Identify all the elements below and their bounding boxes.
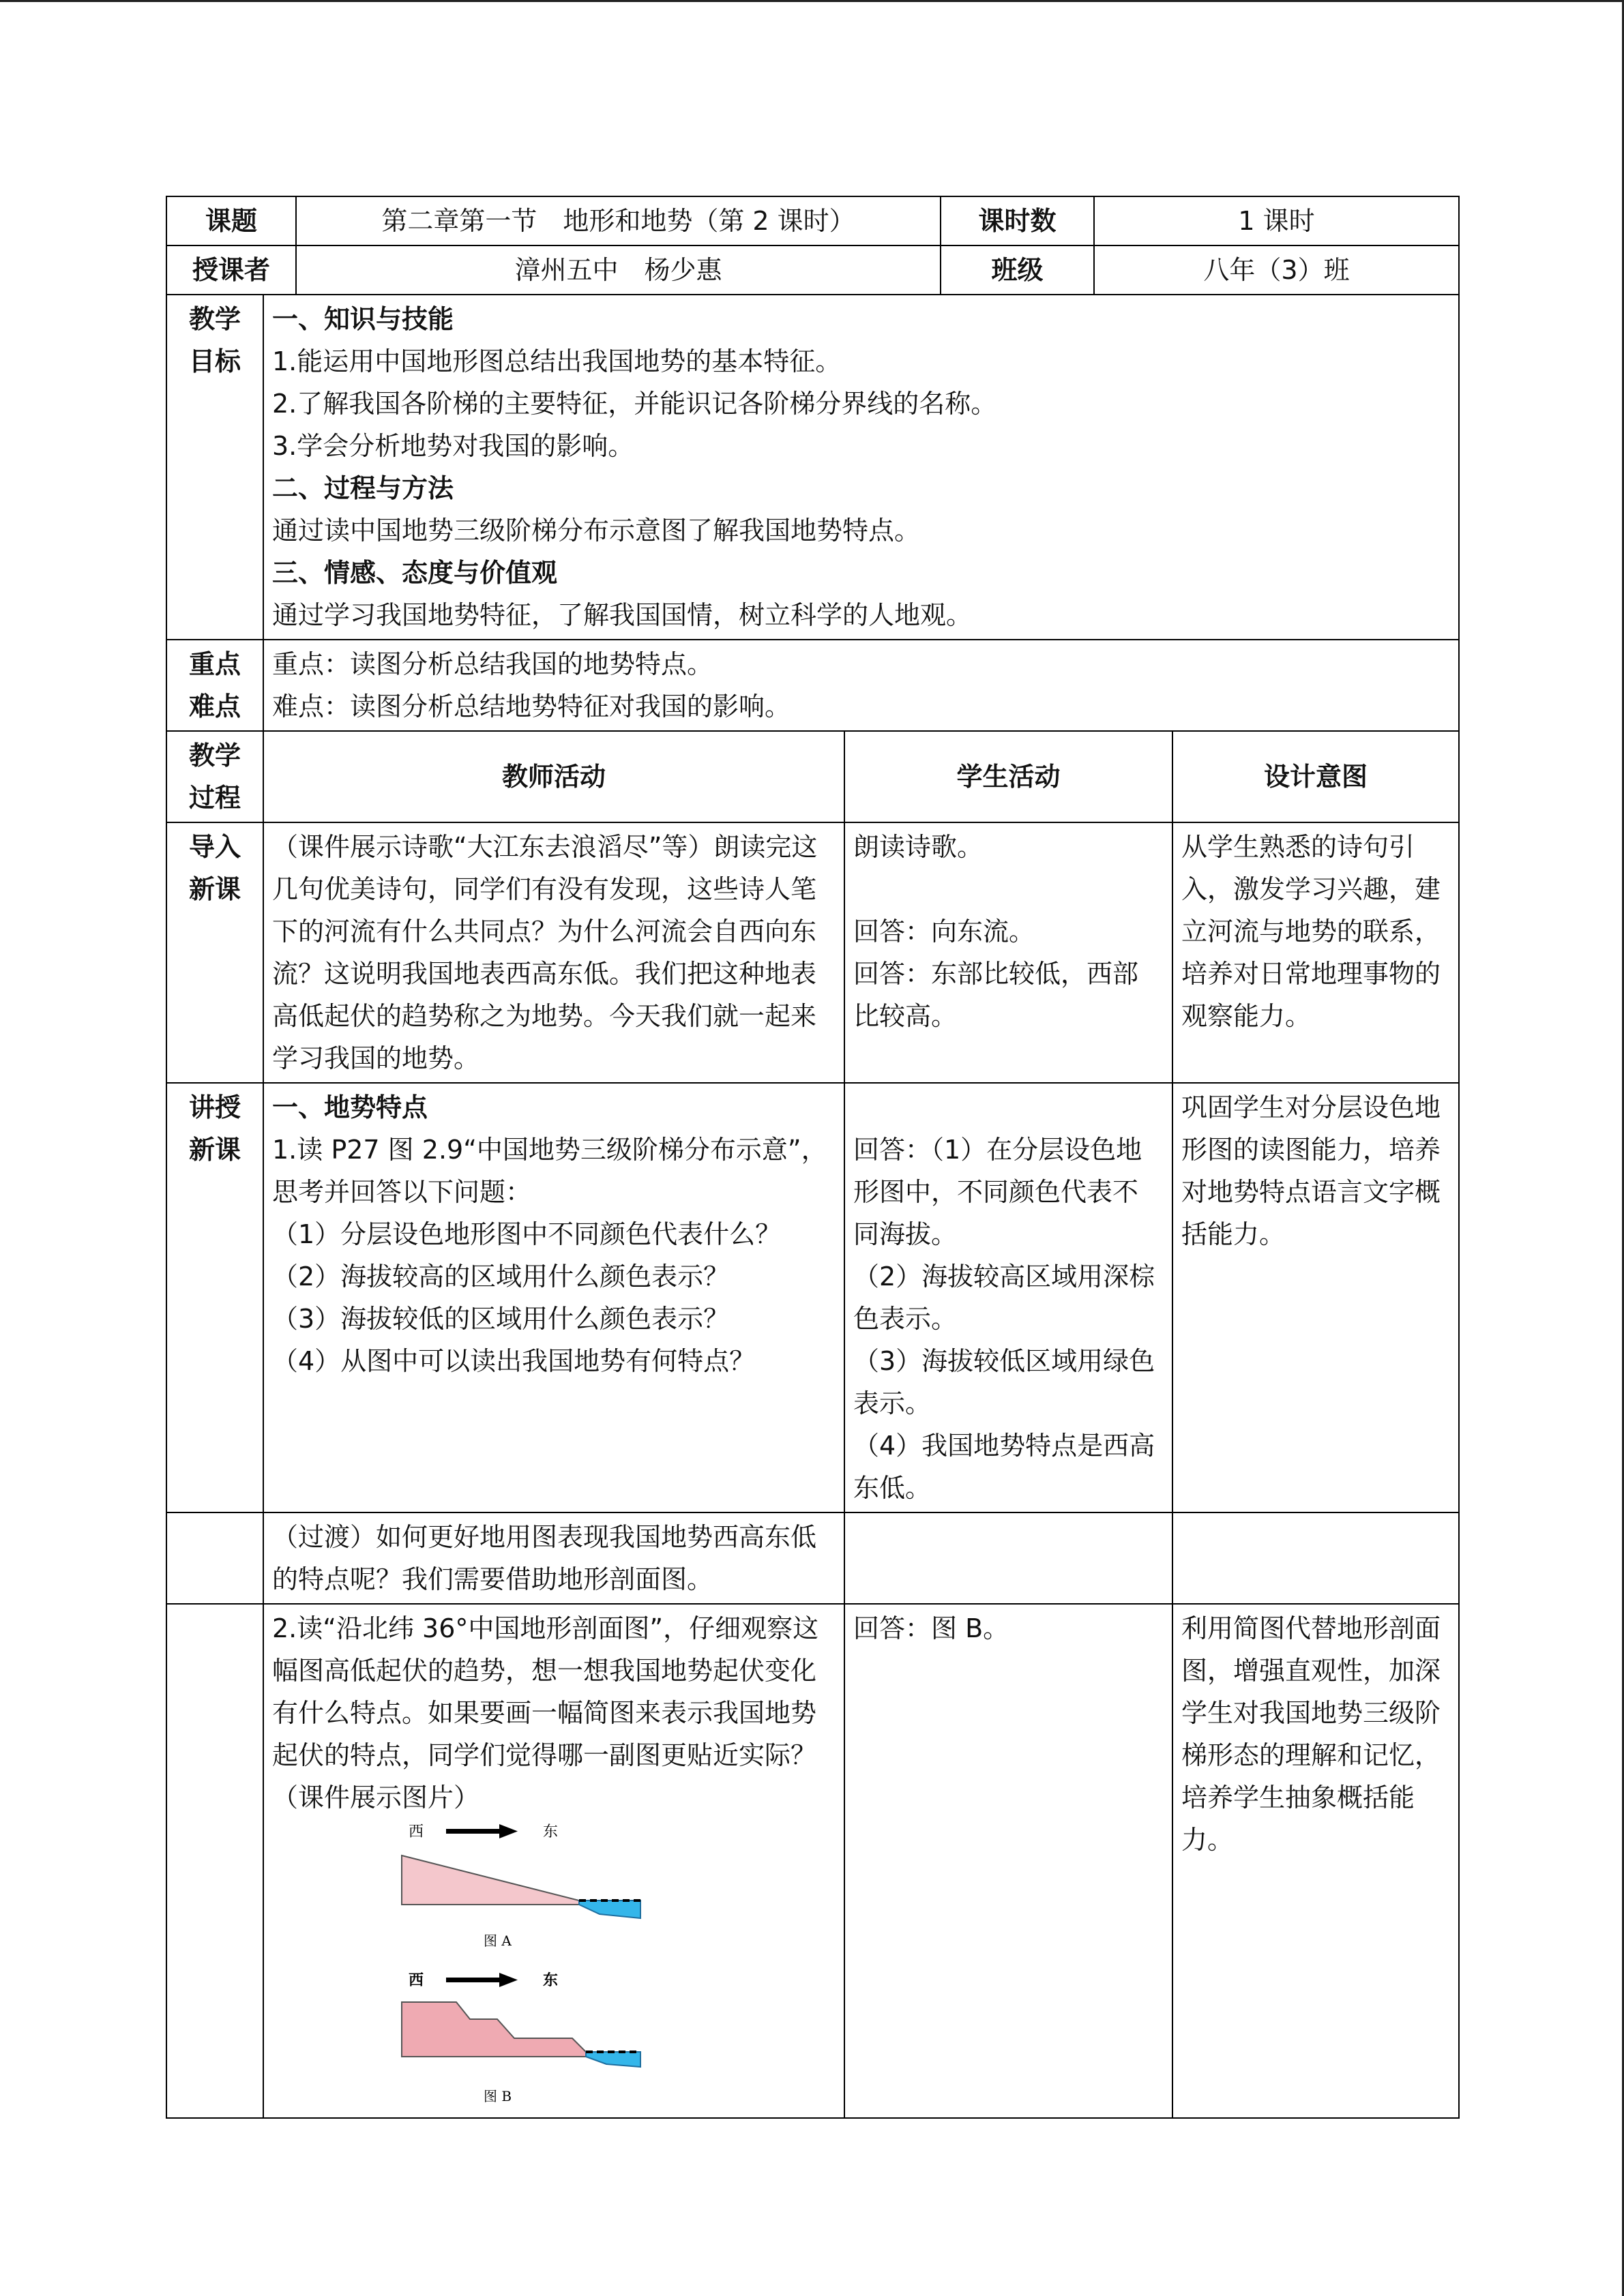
figure-a-east-label: 东 bbox=[543, 1823, 559, 1840]
key-points-row bbox=[166, 640, 1459, 731]
intro-student-activity: 朗读诗歌。 回答：向东流。 回答：东部比较低，西部比较高。 bbox=[844, 822, 1172, 1083]
profile-design-intent: 利用简图代替地形剖面图，增强直观性，加深学生对我国地势三级阶梯形态的理解和记忆，培养学生抽象概括能力。 bbox=[1172, 1604, 1459, 2118]
figure-b-west-label: 西 bbox=[409, 1971, 424, 1989]
intro-teacher-activity: （课件展示诗歌“大江东去浪滔尽”等）朗读完这几句优美诗句，同学们有没有发现，这些诗人笔下的河流有什么共同点？为什么河流会自西向东流？这说明我国地表西高东低。我们把这种地表高低起伏的趋势称之为地势。今天我们就一起来学习我国的地势。 bbox=[263, 822, 844, 1083]
header-table bbox=[166, 196, 1460, 295]
lecture-label: 讲授 新课 bbox=[166, 1083, 263, 1512]
lecture-question: （3）海拔较低的区域用什么颜色表示？ bbox=[272, 1304, 730, 1334]
figure-b-east-label: 东 bbox=[543, 1971, 559, 1989]
objectives-heading-values: 三、情感、态度与价值观 bbox=[272, 558, 558, 588]
column-header-design: 设计意图 bbox=[1172, 731, 1459, 822]
topic-value: 第二章第一节 地形和地势（第 2 课时） bbox=[296, 196, 941, 245]
hours-label: 课时数 bbox=[941, 196, 1094, 245]
profile-show-images: （课件展示图片） bbox=[272, 1783, 480, 1813]
objectives-content bbox=[263, 295, 1459, 640]
transition-text: （过渡）如何更好地用图表现我国地势西高东低的特点呢？我们需要借助地形剖面图。 bbox=[263, 1512, 844, 1604]
objective-item: 2.了解我国各阶梯的主要特征，并能识记各阶梯分界线的名称。 bbox=[272, 389, 997, 419]
class-label: 班级 bbox=[941, 245, 1094, 295]
profile-row bbox=[166, 1604, 1459, 2118]
figure-b-land-three-steps bbox=[402, 2002, 586, 2057]
objectives-heading-knowledge: 一、知识与技能 bbox=[272, 304, 454, 334]
intro-label: 导入 新课 bbox=[166, 822, 263, 1083]
figure-b-caption: 图 B bbox=[484, 2088, 512, 2104]
figure-a-sea bbox=[579, 1900, 640, 1918]
lecture-question: （1）分层设色地形图中不同颜色代表什么？ bbox=[272, 1219, 782, 1249]
figure-b-arrow-head bbox=[499, 1973, 518, 1987]
objectives-label: 教学 目标 bbox=[166, 295, 263, 640]
objectives-heading-process: 二、过程与方法 bbox=[272, 473, 454, 503]
body-table bbox=[166, 294, 1460, 2119]
lecture-answer: （2）海拔较高区域用深棕色表示。 bbox=[853, 1262, 1155, 1334]
hours-value: 1 课时 bbox=[1094, 196, 1459, 245]
class-value: 八年（3）班 bbox=[1094, 245, 1459, 295]
page-frame-top bbox=[0, 0, 1624, 2]
lecture-answer: （3）海拔较低区域用绿色表示。 bbox=[853, 1346, 1155, 1418]
lecture-row bbox=[166, 1083, 1459, 1512]
process-label: 教学 过程 bbox=[166, 731, 263, 822]
lecture-design-intent: 巩固学生对分层设色地形图的读图能力，培养对地势特点语言文字概括能力。 bbox=[1172, 1083, 1459, 1512]
lecture-answer: 回答：（1）在分层设色地形图中，不同颜色代表不同海拔。 bbox=[853, 1135, 1142, 1249]
lecture-answer: （4）我国地势特点是西高东低。 bbox=[853, 1431, 1155, 1503]
lecture-teacher-activity bbox=[263, 1083, 844, 1512]
profile-student-activity: 回答：图 B。 bbox=[844, 1604, 1172, 2118]
key-points-content bbox=[263, 640, 1459, 731]
key-point: 重点：读图分析总结我国的地势特点。 bbox=[272, 649, 713, 679]
teacher-label: 授课者 bbox=[166, 245, 296, 295]
figure-a-arrow-head bbox=[499, 1824, 518, 1838]
objectives-row bbox=[166, 295, 1459, 640]
figure-a-arrow-shaft bbox=[446, 1829, 499, 1834]
figure-a-west-label: 西 bbox=[409, 1823, 424, 1840]
figure-a-caption: 图 A bbox=[484, 1933, 512, 1949]
intro-row bbox=[166, 822, 1459, 1083]
lecture-heading: 一、地势特点 bbox=[272, 1092, 428, 1122]
transition-row bbox=[166, 1512, 1459, 1604]
figure-b-sea bbox=[586, 2052, 640, 2067]
lecture-question: （4）从图中可以读出我国地势有何特点？ bbox=[272, 1346, 756, 1376]
lesson-plan-document bbox=[166, 196, 1458, 2119]
lecture-student-activity bbox=[844, 1083, 1172, 1512]
intro-design-intent: 从学生熟悉的诗句引入，激发学习兴趣，建立河流与地势的联系，培养对日常地理事物的观察能力。 bbox=[1172, 822, 1459, 1083]
topic-label: 课题 bbox=[166, 196, 296, 245]
process-header-row bbox=[166, 731, 1459, 822]
figure-b-arrow-shaft bbox=[446, 1978, 499, 1982]
objective-item: 1.能运用中国地形图总结出我国地势的基本特征。 bbox=[272, 346, 842, 376]
objective-item: 通过学习我国地势特征，了解我国国情，树立科学的人地观。 bbox=[272, 600, 973, 630]
difficult-point: 难点：读图分析总结地势特征对我国的影响。 bbox=[272, 691, 791, 721]
objective-item: 通过读中国地势三级阶梯分布示意图了解我国地势特点。 bbox=[272, 516, 921, 546]
profile-question: 2.读“沿北纬 36°中国地形剖面图”，仔细观察这幅图高低起伏的趋势，想一想我国地势起伏变化有什么特点。如果要画一幅简图来表示我国地势起伏的特点，同学们觉得哪一副图更贴近实际？ bbox=[272, 1613, 819, 1770]
lecture-question: 1.读 P27 图 2.9“中国地势三级阶梯分布示意”，思考并回答以下问题： bbox=[272, 1135, 827, 1207]
column-header-teacher: 教师活动 bbox=[263, 731, 844, 822]
figure-a-land bbox=[402, 1855, 579, 1905]
lecture-question: （2）海拔较高的区域用什么颜色表示？ bbox=[272, 1262, 730, 1292]
key-points-label: 重点 难点 bbox=[166, 640, 263, 731]
column-header-student: 学生活动 bbox=[844, 731, 1172, 822]
teacher-value: 漳州五中 杨少惠 bbox=[296, 245, 941, 295]
terrain-profile-figure bbox=[368, 1821, 722, 2115]
profile-teacher-activity bbox=[263, 1604, 844, 2118]
objective-item: 3.学会分析地势对我国的影响。 bbox=[272, 431, 634, 461]
